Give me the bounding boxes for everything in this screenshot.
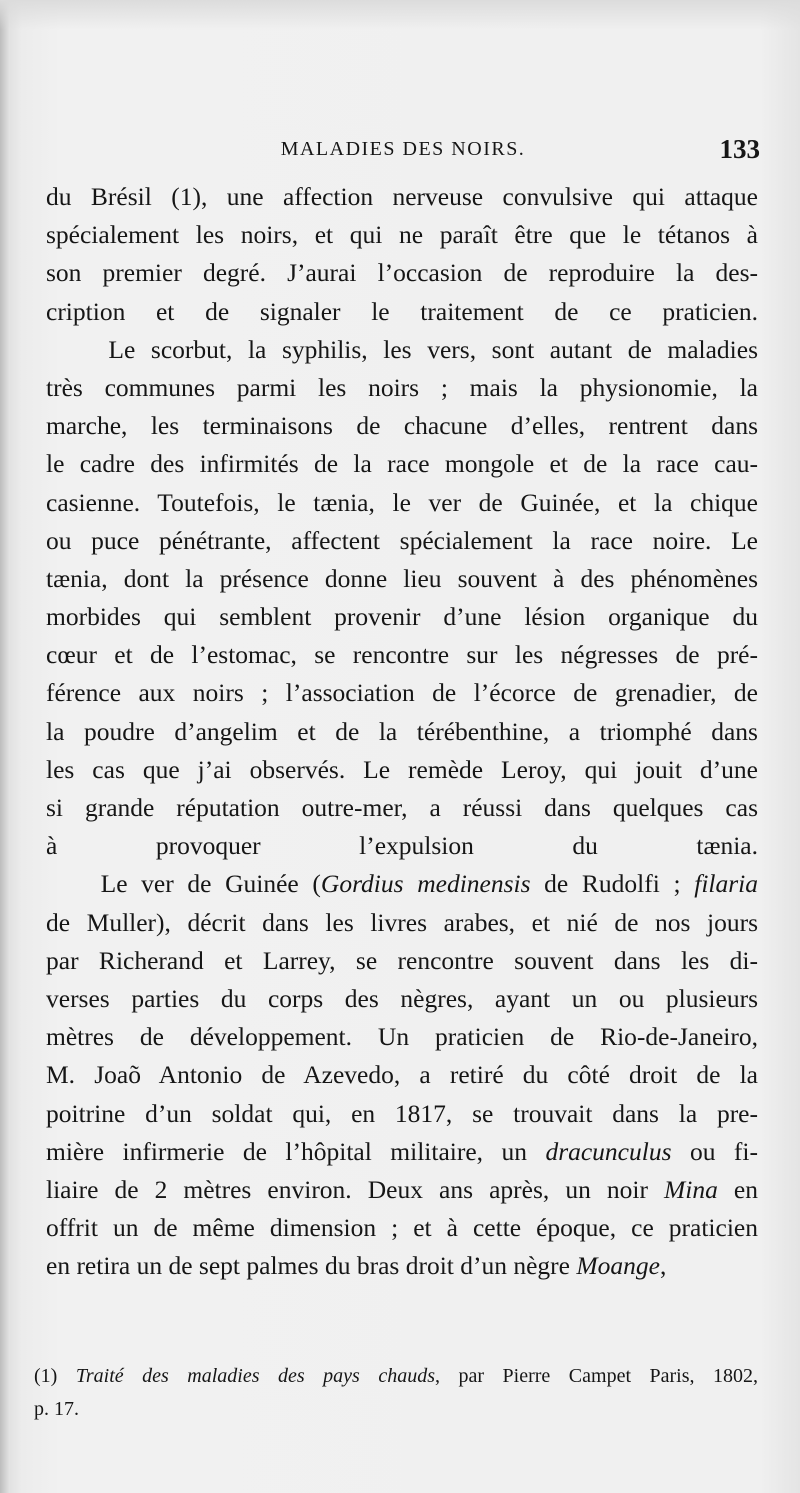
text-run: de Rudolfi ; — [530, 869, 695, 899]
body-line — [46, 980, 758, 1018]
body-line — [46, 1018, 758, 1056]
body-line — [46, 1171, 758, 1209]
text-run: mière infirmerie de l’hôpital militaire, un — [46, 1136, 546, 1166]
text-run: par Richerand et Larrey, se rencontre souvent dans les di- — [46, 945, 758, 975]
italic-text: Gordius medinensis — [320, 869, 531, 899]
text-run: , — [659, 1251, 667, 1281]
body-line — [46, 636, 758, 674]
text-run: cœur et de l’estomac, se rencontre sur les négresses de pré- — [46, 640, 758, 670]
body-line — [46, 254, 758, 292]
running-title: MALADIES DES NOIRS. — [280, 138, 526, 160]
body-line — [46, 331, 758, 369]
text-run: en — [717, 1174, 758, 1204]
text-run: Le scorbut, la syphilis, les vers, sont autant de maladies — [46, 334, 758, 364]
text-run: ou fi- — [671, 1136, 758, 1166]
text-run: cription et de signaler le traitement de ce praticien. — [46, 296, 758, 326]
text-run: M. Joaõ Antonio de Azevedo, a retiré du côté droit de la — [46, 1060, 758, 1090]
body-line — [46, 293, 758, 331]
page-number: 133 — [719, 134, 760, 164]
body-line — [46, 904, 758, 942]
body-line — [46, 674, 758, 712]
body-line — [46, 407, 758, 445]
text-run: liaire de 2 mètres environ. Deux ans après, un noir — [46, 1174, 665, 1204]
running-head — [46, 134, 760, 166]
text-run: mètres de développement. Un praticien de Rio-de-Janeiro, — [46, 1022, 758, 1052]
footnote — [34, 1360, 758, 1426]
text-run: le cadre des infirmités de la race mongole et de la race cau- — [46, 449, 758, 479]
text-run: poitrine d’un soldat qui, en 1817, se trouvait dans la pre- — [46, 1098, 758, 1128]
text-run: marche, les terminaisons de chacune d’elles, rentrent dans — [46, 411, 758, 441]
text-run: de Muller), décrit dans les livres arabes, et nié de nos jours — [46, 907, 758, 937]
text-run: offrit un de même dimension ; et à cette époque, ce praticien — [46, 1213, 758, 1243]
text-run: à provoquer l’expulsion du tænia. — [46, 831, 758, 861]
text-run: la poudre d’angelim et de la térébenthine, a triomphé dans — [46, 716, 758, 746]
text-run: casienne. Toutefois, le tænia, le ver de Guinée, et la chique — [46, 487, 758, 517]
page-top-shadow — [0, 0, 800, 30]
text-run: ou puce pénétrante, affectent spécialement la race noire. Le — [46, 525, 758, 555]
body-line — [46, 713, 758, 751]
text-run: spécialement les noirs, et qui ne paraît être que le tétanos à — [46, 220, 758, 250]
body-text — [46, 178, 758, 1285]
page-gutter-shadow — [0, 0, 10, 1493]
body-line — [46, 522, 758, 560]
text-run: son premier degré. J’aurai l’occasion de reproduire la des- — [46, 258, 758, 288]
text-run: p. 17. — [34, 1398, 79, 1420]
body-line — [46, 369, 758, 407]
text-run: férence aux noirs ; l’association de l’écorce de grenadier, de — [46, 678, 758, 708]
body-line — [46, 789, 758, 827]
footnote-line — [34, 1360, 758, 1393]
text-run: les cas que j’ai observés. Le remède Leroy, qui jouit d’une — [46, 754, 758, 784]
body-line — [46, 178, 758, 216]
body-line — [46, 942, 758, 980]
text-run: en retira un de sept palmes du bras droit d’un nègre — [46, 1251, 577, 1281]
italic-text: Moange — [576, 1251, 660, 1281]
text-run: tænia, dont la présence donne lieu souvent à des phénomènes — [46, 563, 758, 593]
body-line — [46, 827, 758, 865]
text-run: très communes parmi les noirs ; mais la physionomie, la — [46, 372, 758, 402]
italic-text: dracunculus — [545, 1136, 672, 1166]
body-line — [46, 1247, 758, 1285]
body-line — [46, 1209, 758, 1247]
text-run: si grande réputation outre-mer, a réussi dans quelques cas — [46, 793, 758, 822]
body-line — [46, 751, 758, 789]
italic-text: Traité des maladies des pays chauds — [75, 1365, 435, 1387]
text-run: du Brésil (1), une affection nerveuse convulsive qui attaque — [46, 182, 758, 211]
italic-text: Mina — [664, 1174, 718, 1204]
body-line — [46, 1095, 758, 1133]
text-run: verses parties du corps des nègres, ayant un ou plusieurs — [46, 983, 758, 1013]
body-line — [46, 598, 758, 636]
text-run: morbides qui semblent provenir d’une lésion organique du — [46, 602, 758, 632]
body-line — [46, 216, 758, 254]
footnote-line — [34, 1393, 758, 1426]
body-line — [46, 484, 758, 522]
text-run: , par Pierre Campet Paris, 1802, — [435, 1365, 759, 1387]
body-line — [46, 865, 758, 903]
text-run: Le ver de Guinée ( — [46, 869, 321, 899]
body-line — [46, 445, 758, 483]
italic-text: filaria — [694, 869, 758, 899]
body-line — [46, 1056, 758, 1094]
body-line — [46, 1133, 758, 1171]
body-line — [46, 560, 758, 598]
text-run: (1) — [34, 1365, 76, 1387]
